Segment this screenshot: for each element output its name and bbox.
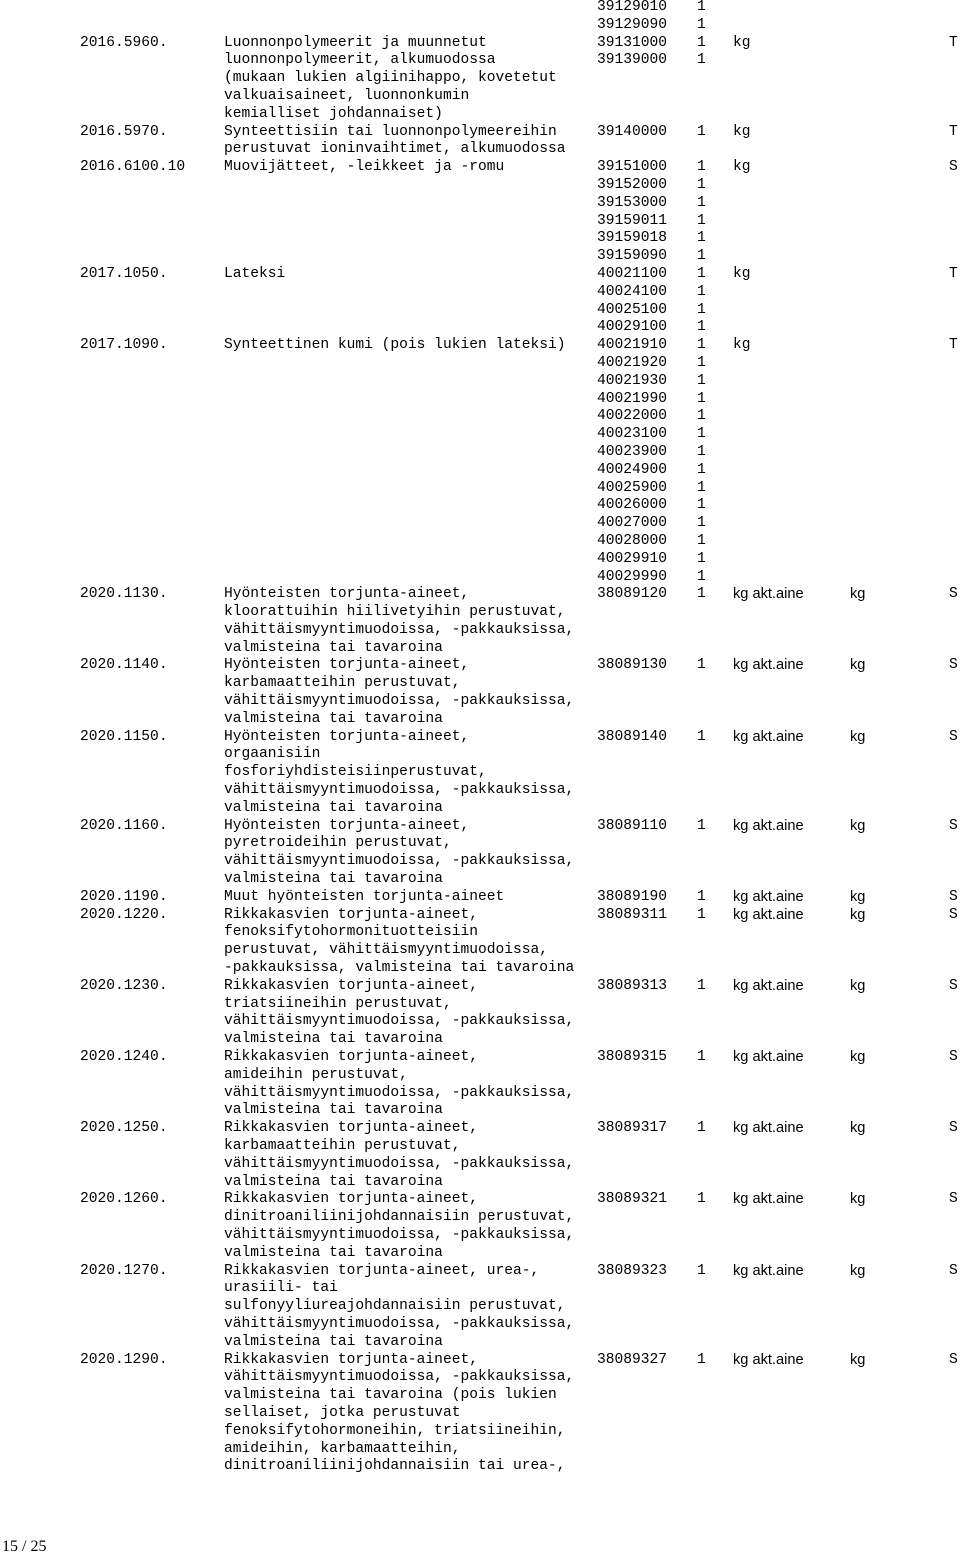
table-row bbox=[0, 213, 960, 231]
row-description: sulfonyyliureajohdannaisiin perustuvat, bbox=[224, 1298, 566, 1315]
row-code: 2016.6100.10 bbox=[80, 159, 186, 176]
table-row bbox=[0, 0, 960, 17]
row-quantity: 1 bbox=[697, 568, 706, 585]
row-flag: T bbox=[949, 34, 958, 51]
row-quantity: 1 bbox=[697, 728, 706, 745]
row-code: 2020.1220. bbox=[80, 906, 168, 923]
row-cn-code: 39129090 bbox=[597, 16, 668, 33]
row-code: 2020.1250. bbox=[80, 1120, 168, 1137]
table-row bbox=[0, 426, 960, 444]
table-row bbox=[0, 533, 960, 551]
row-quantity: 1 bbox=[697, 1191, 706, 1208]
table-row bbox=[0, 622, 960, 640]
row-description: valmisteina tai tavaroina bbox=[224, 871, 443, 888]
row-description: urasiili- tai bbox=[224, 1280, 338, 1297]
row-cn-code: 40025900 bbox=[597, 479, 668, 496]
table-row bbox=[0, 1369, 960, 1387]
table-row bbox=[0, 319, 960, 337]
table-row bbox=[0, 764, 960, 782]
table-row bbox=[0, 675, 960, 693]
table-row bbox=[0, 497, 960, 515]
row-cn-code: 39151000 bbox=[597, 159, 668, 176]
table-row bbox=[0, 480, 960, 498]
row-secondary-unit: kg bbox=[850, 728, 866, 745]
row-description: Rikkakasvien torjunta-aineet, bbox=[224, 1191, 478, 1208]
row-description: (mukaan lukien algiinihappo, kovetetut bbox=[224, 70, 557, 87]
row-quantity: 1 bbox=[697, 16, 706, 33]
row-quantity: 1 bbox=[697, 123, 706, 140]
row-cn-code: 40029990 bbox=[597, 568, 668, 585]
row-quantity: 1 bbox=[697, 1262, 706, 1279]
row-secondary-unit: kg bbox=[850, 1049, 866, 1066]
table-row bbox=[0, 1067, 960, 1085]
table-row bbox=[0, 1102, 960, 1120]
row-quantity: 1 bbox=[697, 265, 706, 282]
table-row bbox=[0, 800, 960, 818]
row-unit: kg bbox=[733, 34, 751, 51]
row-unit: kg akt.aine bbox=[733, 1351, 804, 1368]
row-secondary-unit: kg bbox=[850, 1262, 866, 1279]
row-quantity: 1 bbox=[697, 372, 706, 389]
row-quantity: 1 bbox=[697, 212, 706, 229]
row-description: vähittäismyyntimuodoissa, -pakkauksissa, bbox=[224, 1013, 575, 1030]
row-quantity: 1 bbox=[697, 888, 706, 905]
table-row bbox=[0, 1316, 960, 1334]
row-description: valmisteina tai tavaroina bbox=[224, 1333, 443, 1350]
row-cn-code: 39159011 bbox=[597, 212, 668, 229]
row-unit: kg akt.aine bbox=[733, 977, 804, 994]
row-unit: kg akt.aine bbox=[733, 657, 804, 674]
table-row bbox=[0, 391, 960, 409]
row-unit: kg bbox=[733, 159, 751, 176]
row-description: fosforiyhdisteisiinperustuvat, bbox=[224, 764, 487, 781]
row-unit: kg akt.aine bbox=[733, 728, 804, 745]
table-row bbox=[0, 1085, 960, 1103]
row-cn-code: 39129010 bbox=[597, 0, 668, 15]
table-row bbox=[0, 1227, 960, 1245]
row-cn-code: 40024900 bbox=[597, 461, 668, 478]
row-cn-code: 38089140 bbox=[597, 728, 668, 745]
row-cn-code: 38089120 bbox=[597, 586, 668, 603]
row-quantity: 1 bbox=[697, 657, 706, 674]
row-description: vähittäismyyntimuodoissa, -pakkauksissa, bbox=[224, 1369, 575, 1386]
row-unit: kg bbox=[733, 265, 751, 282]
row-secondary-unit: kg bbox=[850, 888, 866, 905]
table-row bbox=[0, 978, 960, 996]
page-number: 15 / 25 bbox=[2, 1538, 47, 1555]
row-quantity: 1 bbox=[697, 515, 706, 532]
row-flag: S bbox=[949, 1120, 958, 1137]
row-description: dinitroaniliinijohdannaisiin tai urea-, bbox=[224, 1458, 566, 1475]
row-quantity: 1 bbox=[697, 301, 706, 318]
row-cn-code: 40028000 bbox=[597, 532, 668, 549]
table-row bbox=[0, 729, 960, 747]
table-row bbox=[0, 302, 960, 320]
row-unit: kg bbox=[733, 337, 751, 354]
row-quantity: 1 bbox=[697, 1049, 706, 1066]
table-row bbox=[0, 1049, 960, 1067]
row-quantity: 1 bbox=[697, 906, 706, 923]
row-code: 2020.1270. bbox=[80, 1262, 168, 1279]
row-code: 2016.5970. bbox=[80, 123, 168, 140]
table-row bbox=[0, 907, 960, 925]
row-cn-code: 38089130 bbox=[597, 657, 668, 674]
row-description: Rikkakasvien torjunta-aineet, bbox=[224, 1351, 478, 1368]
row-quantity: 1 bbox=[697, 230, 706, 247]
row-cn-code: 40029100 bbox=[597, 319, 668, 336]
row-cn-code: 40023100 bbox=[597, 426, 668, 443]
row-description: Hyönteisten torjunta-aineet, bbox=[224, 817, 470, 834]
row-description: valkuaisaineet, luonnonkumin bbox=[224, 87, 470, 104]
table-row bbox=[0, 248, 960, 266]
row-description: Hyönteisten torjunta-aineet, bbox=[224, 728, 470, 745]
row-description: valmisteina tai tavaroina bbox=[224, 710, 443, 727]
row-description: kloorattuihin hiilivetyihin perustuvat, bbox=[224, 604, 566, 621]
row-description: Rikkakasvien torjunta-aineet, bbox=[224, 906, 478, 923]
row-code: 2020.1160. bbox=[80, 817, 168, 834]
row-code: 2020.1190. bbox=[80, 888, 168, 905]
row-secondary-unit: kg bbox=[850, 1351, 866, 1368]
row-description: valmisteina tai tavaroina (pois lukien bbox=[224, 1387, 557, 1404]
row-flag: S bbox=[949, 1351, 958, 1368]
row-description: valmisteina tai tavaroina bbox=[224, 1102, 443, 1119]
row-description: valmisteina tai tavaroina bbox=[224, 1173, 443, 1190]
table-row bbox=[0, 1441, 960, 1459]
table-row bbox=[0, 1120, 960, 1138]
row-description: amideihin perustuvat, bbox=[224, 1066, 408, 1083]
row-description: valmisteina tai tavaroina bbox=[224, 1031, 443, 1048]
table-row bbox=[0, 35, 960, 53]
table-row bbox=[0, 871, 960, 889]
table-row bbox=[0, 444, 960, 462]
row-quantity: 1 bbox=[697, 354, 706, 371]
row-description: orgaanisiin bbox=[224, 746, 321, 763]
table-row bbox=[0, 693, 960, 711]
row-description: pyretroideihin perustuvat, bbox=[224, 835, 452, 852]
row-code: 2020.1130. bbox=[80, 586, 168, 603]
row-cn-code: 40021920 bbox=[597, 354, 668, 371]
table-row bbox=[0, 853, 960, 871]
row-description: triatsiineihin perustuvat, bbox=[224, 995, 452, 1012]
row-flag: T bbox=[949, 123, 958, 140]
row-unit: kg akt.aine bbox=[733, 817, 804, 834]
row-unit: kg bbox=[733, 123, 751, 140]
row-cn-code: 39159018 bbox=[597, 230, 668, 247]
row-cn-code: 38089110 bbox=[597, 817, 668, 834]
row-description: Muovijätteet, -leikkeet ja -romu bbox=[224, 159, 505, 176]
table-row bbox=[0, 942, 960, 960]
row-cn-code: 38089190 bbox=[597, 888, 668, 905]
row-cn-code: 40021910 bbox=[597, 337, 668, 354]
row-quantity: 1 bbox=[697, 532, 706, 549]
table-row bbox=[0, 373, 960, 391]
row-secondary-unit: kg bbox=[850, 1191, 866, 1208]
table-row bbox=[0, 230, 960, 248]
row-code: 2017.1090. bbox=[80, 337, 168, 354]
table-row bbox=[0, 355, 960, 373]
row-quantity: 1 bbox=[697, 159, 706, 176]
row-description: luonnonpolymeerit, alkumuodossa bbox=[224, 52, 496, 69]
row-flag: S bbox=[949, 817, 958, 834]
table-row bbox=[0, 1263, 960, 1281]
row-description: Rikkakasvien torjunta-aineet, bbox=[224, 1049, 478, 1066]
table-row bbox=[0, 1245, 960, 1263]
row-flag: S bbox=[949, 977, 958, 994]
row-flag: T bbox=[949, 337, 958, 354]
row-quantity: 1 bbox=[697, 1351, 706, 1368]
table-row bbox=[0, 924, 960, 942]
table-row bbox=[0, 551, 960, 569]
table-row bbox=[0, 657, 960, 675]
row-description: Synteettisiin tai luonnonpolymeereihin bbox=[224, 123, 557, 140]
table-row bbox=[0, 996, 960, 1014]
row-description: vähittäismyyntimuodoissa, -pakkauksissa, bbox=[224, 693, 575, 710]
row-description: dinitroaniliinijohdannaisiin perustuvat, bbox=[224, 1209, 575, 1226]
row-unit: kg akt.aine bbox=[733, 1191, 804, 1208]
row-quantity: 1 bbox=[697, 497, 706, 514]
row-code: 2020.1150. bbox=[80, 728, 168, 745]
table-row bbox=[0, 640, 960, 658]
row-code: 2017.1050. bbox=[80, 265, 168, 282]
row-quantity: 1 bbox=[697, 283, 706, 300]
table-row bbox=[0, 337, 960, 355]
row-unit: kg akt.aine bbox=[733, 1262, 804, 1279]
row-cn-code: 40026000 bbox=[597, 497, 668, 514]
row-cn-code: 38089313 bbox=[597, 977, 668, 994]
row-description: vähittäismyyntimuodoissa, -pakkauksissa, bbox=[224, 853, 575, 870]
row-flag: S bbox=[949, 888, 958, 905]
row-description: Hyönteisten torjunta-aineet, bbox=[224, 657, 470, 674]
row-description: sellaiset, jotka perustuvat bbox=[224, 1404, 461, 1421]
row-quantity: 1 bbox=[697, 426, 706, 443]
row-cn-code: 40021100 bbox=[597, 265, 668, 282]
row-quantity: 1 bbox=[697, 176, 706, 193]
row-cn-code: 40022000 bbox=[597, 408, 668, 425]
row-cn-code: 38089311 bbox=[597, 906, 668, 923]
table-row bbox=[0, 1156, 960, 1174]
row-flag: T bbox=[949, 265, 958, 282]
table-row bbox=[0, 1280, 960, 1298]
row-code: 2020.1240. bbox=[80, 1049, 168, 1066]
row-cn-code: 38089323 bbox=[597, 1262, 668, 1279]
row-description: Rikkakasvien torjunta-aineet, bbox=[224, 977, 478, 994]
row-flag: S bbox=[949, 906, 958, 923]
row-description: fenoksifytohormonituotteisiin bbox=[224, 924, 478, 941]
row-description: Rikkakasvien torjunta-aineet, urea-, bbox=[224, 1262, 540, 1279]
row-description: Hyönteisten torjunta-aineet, bbox=[224, 586, 470, 603]
row-secondary-unit: kg bbox=[850, 977, 866, 994]
table-row bbox=[0, 266, 960, 284]
row-cn-code: 40025100 bbox=[597, 301, 668, 318]
table-row bbox=[0, 141, 960, 159]
row-secondary-unit: kg bbox=[850, 1120, 866, 1137]
table-row bbox=[0, 1423, 960, 1441]
row-flag: S bbox=[949, 1262, 958, 1279]
row-description: valmisteina tai tavaroina bbox=[224, 799, 443, 816]
table-row bbox=[0, 1352, 960, 1370]
row-description: Luonnonpolymeerit ja muunnetut bbox=[224, 34, 487, 51]
table-row bbox=[0, 1138, 960, 1156]
row-cn-code: 39139000 bbox=[597, 52, 668, 69]
table-row bbox=[0, 1013, 960, 1031]
table-row bbox=[0, 17, 960, 35]
row-description: perustuvat, vähittäismyyntimuodoissa, bbox=[224, 942, 549, 959]
row-quantity: 1 bbox=[697, 1120, 706, 1137]
row-description: Lateksi bbox=[224, 265, 286, 282]
row-description: amideihin, karbamaatteihin, bbox=[224, 1440, 461, 1457]
table-row bbox=[0, 604, 960, 622]
row-code: 2020.1290. bbox=[80, 1351, 168, 1368]
row-description: perustuvat ioninvaihtimet, alkumuodossa bbox=[224, 141, 566, 158]
row-quantity: 1 bbox=[697, 390, 706, 407]
row-description: valmisteina tai tavaroina bbox=[224, 639, 443, 656]
row-cn-code: 39140000 bbox=[597, 123, 668, 140]
row-cn-code: 39159090 bbox=[597, 248, 668, 265]
row-flag: S bbox=[949, 728, 958, 745]
table-row bbox=[0, 1031, 960, 1049]
row-code: 2016.5960. bbox=[80, 34, 168, 51]
row-quantity: 1 bbox=[697, 0, 706, 15]
row-quantity: 1 bbox=[697, 34, 706, 51]
row-description: -pakkauksissa, valmisteina tai tavaroina bbox=[224, 960, 575, 977]
row-quantity: 1 bbox=[697, 319, 706, 336]
table-row bbox=[0, 835, 960, 853]
row-quantity: 1 bbox=[697, 586, 706, 603]
row-description: Rikkakasvien torjunta-aineet, bbox=[224, 1120, 478, 1137]
row-cn-code: 38089327 bbox=[597, 1351, 668, 1368]
row-unit: kg akt.aine bbox=[733, 586, 804, 603]
row-description: vähittäismyyntimuodoissa, -pakkauksissa, bbox=[224, 1084, 575, 1101]
row-code: 2020.1140. bbox=[80, 657, 168, 674]
row-quantity: 1 bbox=[697, 337, 706, 354]
table-row bbox=[0, 124, 960, 142]
row-secondary-unit: kg bbox=[850, 657, 866, 674]
row-quantity: 1 bbox=[697, 977, 706, 994]
row-description: fenoksifytohormoneihin, triatsiineihin, bbox=[224, 1422, 566, 1439]
row-cn-code: 38089315 bbox=[597, 1049, 668, 1066]
table-row bbox=[0, 746, 960, 764]
table-row bbox=[0, 586, 960, 604]
table-row bbox=[0, 515, 960, 533]
table-row bbox=[0, 1458, 960, 1476]
row-unit: kg akt.aine bbox=[733, 1120, 804, 1137]
row-flag: S bbox=[949, 1191, 958, 1208]
row-code: 2020.1230. bbox=[80, 977, 168, 994]
row-unit: kg akt.aine bbox=[733, 906, 804, 923]
row-secondary-unit: kg bbox=[850, 906, 866, 923]
table-row bbox=[0, 159, 960, 177]
row-quantity: 1 bbox=[697, 52, 706, 69]
row-quantity: 1 bbox=[697, 443, 706, 460]
row-secondary-unit: kg bbox=[850, 817, 866, 834]
table-row bbox=[0, 1298, 960, 1316]
row-flag: S bbox=[949, 586, 958, 603]
row-quantity: 1 bbox=[697, 194, 706, 211]
row-quantity: 1 bbox=[697, 479, 706, 496]
row-cn-code: 38089321 bbox=[597, 1191, 668, 1208]
table-row bbox=[0, 70, 960, 88]
table-row bbox=[0, 960, 960, 978]
table-row bbox=[0, 284, 960, 302]
table-row bbox=[0, 1209, 960, 1227]
table-row bbox=[0, 1191, 960, 1209]
table-row bbox=[0, 569, 960, 587]
table-row bbox=[0, 782, 960, 800]
table-row bbox=[0, 52, 960, 70]
row-cn-code: 40021990 bbox=[597, 390, 668, 407]
table-row bbox=[0, 1174, 960, 1192]
table-row bbox=[0, 177, 960, 195]
row-cn-code: 39152000 bbox=[597, 176, 668, 193]
row-description: karbamaatteihin perustuvat, bbox=[224, 675, 461, 692]
row-cn-code: 40021930 bbox=[597, 372, 668, 389]
row-flag: S bbox=[949, 657, 958, 674]
row-description: vähittäismyyntimuodoissa, -pakkauksissa, bbox=[224, 1155, 575, 1172]
table-row bbox=[0, 818, 960, 836]
row-quantity: 1 bbox=[697, 817, 706, 834]
row-cn-code: 39131000 bbox=[597, 34, 668, 51]
row-description: vähittäismyyntimuodoissa, -pakkauksissa, bbox=[224, 782, 575, 799]
row-quantity: 1 bbox=[697, 550, 706, 567]
table-row bbox=[0, 408, 960, 426]
row-secondary-unit: kg bbox=[850, 586, 866, 603]
row-description: vähittäismyyntimuodoissa, -pakkauksissa, bbox=[224, 1315, 575, 1332]
row-unit: kg akt.aine bbox=[733, 1049, 804, 1066]
row-description: Muut hyönteisten torjunta-aineet bbox=[224, 888, 505, 905]
row-description: vähittäismyyntimuodoissa, -pakkauksissa, bbox=[224, 621, 575, 638]
row-code: 2020.1260. bbox=[80, 1191, 168, 1208]
row-quantity: 1 bbox=[697, 461, 706, 478]
row-cn-code: 38089317 bbox=[597, 1120, 668, 1137]
row-description: kemialliset johdannaiset) bbox=[224, 105, 443, 122]
table-row bbox=[0, 88, 960, 106]
table-row bbox=[0, 106, 960, 124]
row-description: vähittäismyyntimuodoissa, -pakkauksissa, bbox=[224, 1226, 575, 1243]
row-unit: kg akt.aine bbox=[733, 888, 804, 905]
row-description: valmisteina tai tavaroina bbox=[224, 1244, 443, 1261]
row-flag: S bbox=[949, 159, 958, 176]
row-quantity: 1 bbox=[697, 248, 706, 265]
table-row bbox=[0, 462, 960, 480]
row-cn-code: 40027000 bbox=[597, 515, 668, 532]
table-row bbox=[0, 1334, 960, 1352]
table-row bbox=[0, 1405, 960, 1423]
table-row bbox=[0, 195, 960, 213]
row-description: Synteettinen kumi (pois lukien lateksi) bbox=[224, 337, 566, 354]
row-flag: S bbox=[949, 1049, 958, 1066]
table-row bbox=[0, 889, 960, 907]
row-description: karbamaatteihin perustuvat, bbox=[224, 1138, 461, 1154]
row-cn-code: 40023900 bbox=[597, 443, 668, 460]
row-quantity: 1 bbox=[697, 408, 706, 425]
row-cn-code: 40024100 bbox=[597, 283, 668, 300]
table-row bbox=[0, 1387, 960, 1405]
table-row bbox=[0, 711, 960, 729]
row-cn-code: 40029910 bbox=[597, 550, 668, 567]
row-cn-code: 39153000 bbox=[597, 194, 668, 211]
